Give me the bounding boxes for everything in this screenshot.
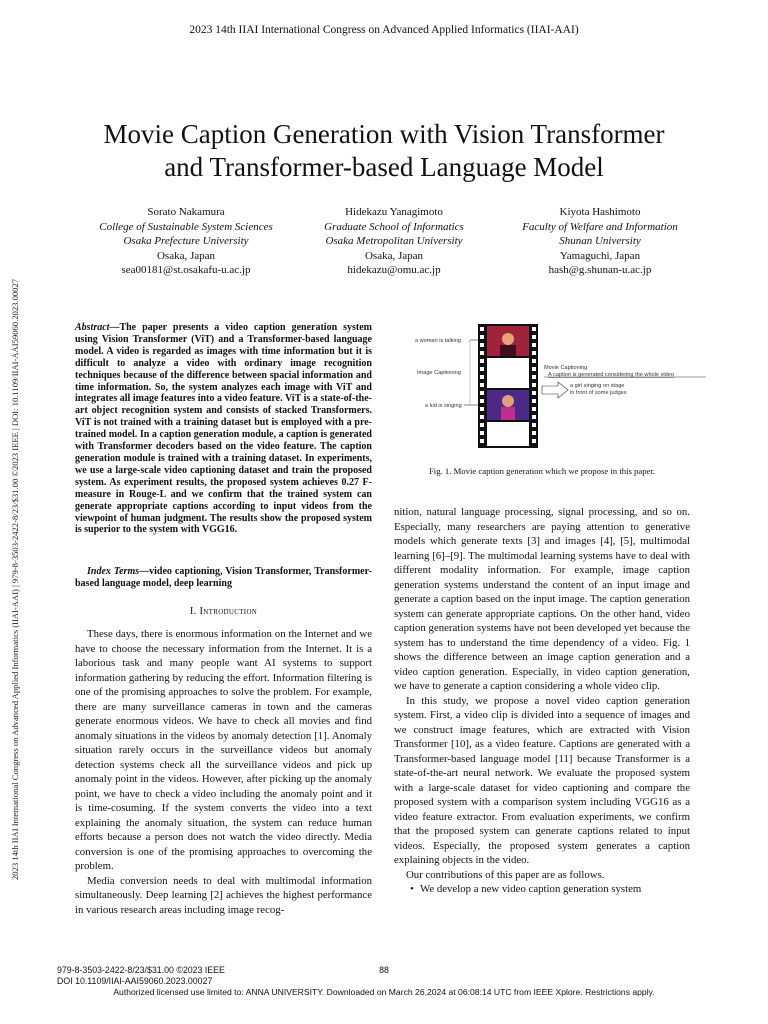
- figure-diagram: [408, 321, 708, 451]
- index-terms-lead: Index Terms: [87, 566, 140, 577]
- author-2: [284, 205, 504, 278]
- frame-blank: [487, 358, 529, 388]
- contribution-bullet: [394, 882, 690, 897]
- movie-captioning-sub: A caption is generated considering the whole video: [548, 372, 674, 378]
- bullet-icon: •: [410, 883, 414, 895]
- abstract-text: —The paper presents a video caption generation system using Vision Transformer (ViT) and a Transformer-based language model. A video is regarded as images with time information but it is difficult to analyze a video with ordinary image recognition techniques because of the difference between spacial information and time information. So, the system analyzes each image with ViT and integrates all image features into a video feature. ViT is a state-of-the-art object recognition system and consists of stacked Transformers. ViT is not trained with a training dataset but is employed with a pre-trained model. In a caption generation module, a caption is generated with Transformer decoders based on the video feature. The caption generation module is trained with a training dataset. In experiments, we use a large-scale video captioning dataset and train the proposed system. As experiment results, the proposed system achieves 0.27 F-measure in Rouge-L and we confirm that the trained system can generate appropriate captions according to input videos from the viewpoint of human judgment. The results show the proposed system is superior to the system with VGG16.: [75, 322, 372, 536]
- author-univ: Shunan University: [559, 235, 641, 248]
- paragraph: In this study, we propose a novel video caption generation system. First, a video clip is divided into a sequence of images and we construct image features, which are extracted with Vision Transformer [10], as a video feature. Captions are generated with a Transformer-based language model [11] because Transformer is a state-of-the-art neural network. We evaluate the proposed system with a large-scale dataset for video captioning and compare the proposed system with a comparison system including VGG16 as a video feature extractor. From evaluation experiments, we confirm that the proposed system can generate captions related to input videos. Especially, the proposed system generates a caption explaining objects in the video.: [394, 694, 690, 866]
- author-univ: Osaka Metropolitan University: [325, 235, 463, 248]
- film-holes-right: [532, 327, 536, 443]
- title-line-2: and Transformer-based Language Model: [164, 152, 604, 182]
- abstract: [75, 322, 372, 536]
- author-dept: College of Sustainable System Sciences: [99, 220, 273, 233]
- paragraph: Our contributions of this paper are as follows.: [406, 868, 605, 881]
- author-location: Osaka, Japan: [156, 249, 216, 262]
- arrow-icon: [542, 382, 568, 398]
- author-dept: Graduate School of Informatics: [324, 220, 464, 233]
- footer-doi: DOI 10.1109/IIAI-AAI59060.2023.00027: [57, 976, 213, 986]
- bullet-text: We develop a new video caption generation system: [420, 883, 642, 895]
- side-identifier: 2023 14th IIAI International Congress on Advanced Applied Informatics (IIAI-AAI) | 979-8-3503-2422-8/23/$31.00 ©2023 IEEE | DOI: 10.1109/IIAI-AAI59060.2023.00027: [10, 278, 20, 880]
- film-holes-left: [480, 327, 484, 443]
- license-notice: Authorized licensed use limited to: ANNA UNIVERSITY. Downloaded on March 26,2024 at 06:08:14 UTC from IEEE Xplore. Restrictions apply.: [113, 987, 655, 997]
- author-email[interactable]: hash@g.shunan-u.ac.jp: [548, 264, 652, 277]
- intro-body: [75, 627, 372, 917]
- author-univ: Osaka Prefecture University: [123, 235, 249, 248]
- author-name: Kiyota Hashimoto: [559, 206, 641, 218]
- index-terms-text: —video captioning, Vision Transformer, Transformer-based language model, deep learning: [75, 566, 372, 589]
- label-bottom: a kid is singing: [425, 403, 462, 409]
- footer-isbn: 979-8-3503-2422-8/23/$31.00 ©2023 IEEE: [57, 965, 225, 975]
- paper-title: [40, 118, 728, 184]
- title-line-1: Movie Caption Generation with Vision Transformer: [103, 119, 665, 149]
- frame-blank: [487, 422, 529, 446]
- right-column-body: [394, 505, 690, 897]
- section-number: I.: [189, 606, 200, 617]
- paragraph: Media conversion needs to deal with multimodal information simultaneously. Deep learning [2] achieves the highest performance in various research areas including image recog-: [75, 874, 372, 916]
- conference-header: 2023 14th IIAI International Congress on Advanced Applied Informatics (IIAI-AAI): [189, 24, 579, 36]
- label-middle: Image Captioning: [417, 370, 461, 376]
- index-terms: [75, 566, 372, 590]
- movie-captioning-label: Movie Captioning: [544, 365, 588, 371]
- author-name: Sorato Nakamura: [147, 206, 225, 218]
- output-line-1: a girl singing on stage: [570, 383, 625, 389]
- author-email[interactable]: sea00181@st.osakafu-u.ac.jp: [121, 264, 251, 277]
- author-3: [490, 205, 710, 278]
- author-location: Osaka, Japan: [364, 249, 424, 262]
- author-dept: Faculty of Welfare and Information: [522, 220, 678, 233]
- page-number: 88: [379, 965, 389, 975]
- author-email[interactable]: hidekazu@omu.ac.jp: [347, 264, 441, 277]
- output-line-2: in front of some judges: [570, 390, 627, 396]
- figure-caption: Fig. 1. Movie caption generation which we propose in this paper.: [428, 466, 656, 476]
- paragraph: nition, natural language processing, signal processing, and so on. Especially, many researchers are paying attention to generative models which generate texts [3] and images [4], [5], multimodal learning [6]–[9]. The multimodal learning systems have to deal with different modality information. For example, image caption generation systems understand the content of an input image and generate a caption based on the input image. The caption generation system can generate appropriate captions. On the other hand, video caption generation systems have not been developed yet because the system has to understand the time dependency of a video. Fig. 1 shows the difference between an image caption generation and a video caption generation. Especially, in video caption generation, we have to generate a caption considering a whole video clip.: [394, 506, 690, 692]
- author-location: Yamaguchi, Japan: [559, 249, 641, 262]
- section-title: Introduction: [199, 606, 258, 617]
- abstract-lead: Abstract: [75, 322, 110, 333]
- figure-1: [408, 321, 708, 451]
- author-name: Hidekazu Yanagimoto: [345, 206, 443, 218]
- paragraph: These days, there is enormous information on the Internet and we have to choose the necessary information from the Internet. It is a laborious task and many people want AI systems to support information gathering by reducing the effort. Information filtering is one of the promising approaches to solve the problem. For example, there are many surveillance cameras in town and the cameras generate enormous videos. We have to check all movies and find anomaly situations in the videos by anomaly detection [1]. Anomaly situation rarely occurs in the surveillance videos but anomaly detection systems check all the surveillance videos and pick up anomaly point in the videos. However, after picking up the anomaly point, we have to check a video including the anomaly point and it is time-cosuming. If the system converts the video into a text explaining the anomaly situation, the system can reduce human efforts because a person does not watch the video directly. Media conversion is one of the promising approaches to overcoming the problem.: [75, 628, 372, 872]
- author-1: [76, 205, 296, 278]
- section-heading: [75, 606, 372, 617]
- label-top: a woman is talking: [415, 338, 462, 344]
